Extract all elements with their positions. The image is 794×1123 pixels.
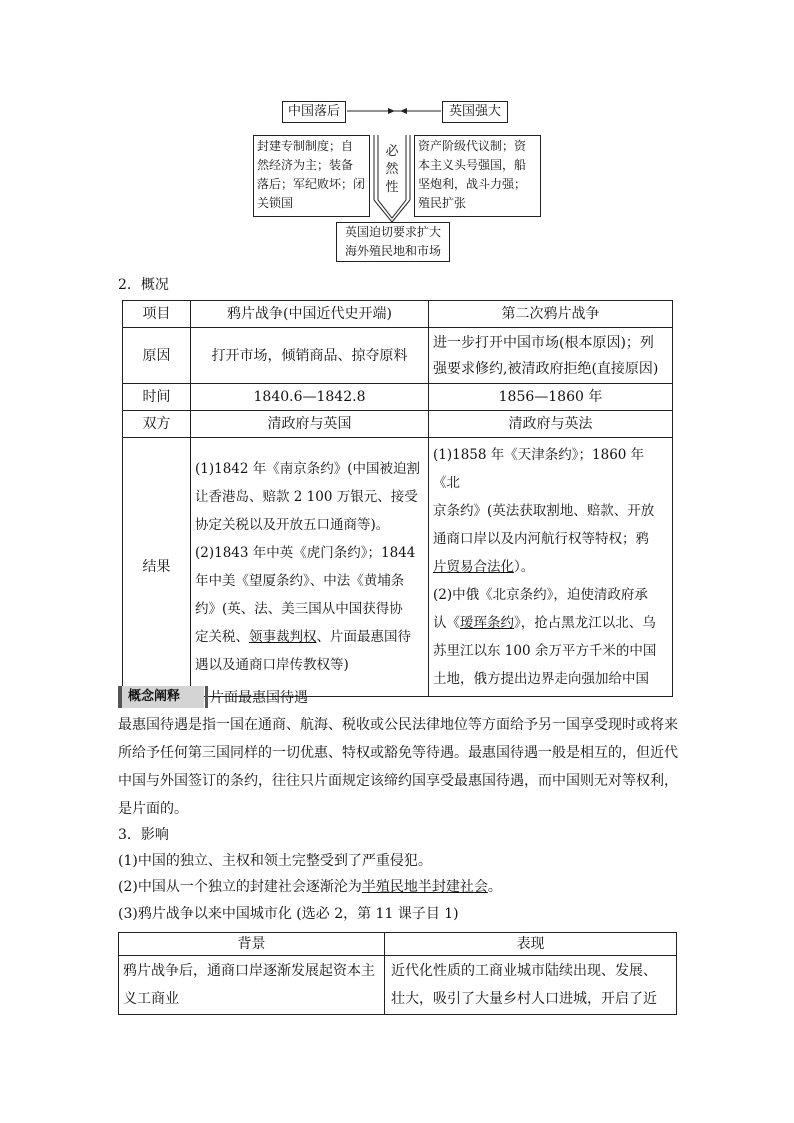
cell-text: 近代化性质的工商业城市陆续出现、发展、 (391, 963, 657, 979)
cell-text: 打开市场，倾销商品、掠夺原料 (211, 347, 408, 364)
header-cell: 鸦片战争(中国近代史开端) (191, 301, 429, 328)
britain-strong-box (442, 101, 508, 123)
table-row (123, 328, 673, 384)
section3-heading: 3．影响 (118, 827, 169, 843)
header-cell: 背景 (119, 933, 385, 956)
china-cause-line: 落后；军纪败坏；闭 (257, 177, 366, 191)
concept-line: 中国与外国签订的条约，往往只片面规定该缔约国享受最惠国待遇，而中国则无对等权利， (118, 773, 678, 789)
header-cell: 表现 (385, 933, 677, 956)
cell-text (195, 623, 424, 651)
britain-cause-line: 殖民扩张 (418, 196, 467, 210)
cell-text: 京条约》(英法获取割地、赔款、开放 (433, 503, 655, 519)
cell (191, 438, 429, 697)
china-cause-line: 关锁国 (257, 196, 294, 210)
text-span: ）。 (514, 559, 535, 575)
underlined-term: 半殖民地半封建社会 (361, 879, 488, 895)
result-line: 海外殖民地和市场 (344, 244, 441, 258)
table-row (123, 411, 673, 438)
cell (429, 328, 673, 384)
row-label: 时间 (123, 384, 191, 411)
cell-text: 强要求修约,被清政府拒绝(直接原因) (433, 360, 659, 377)
concept-line: 最惠国待遇是指一国在通商、航海、税收或公民法律地位等方面给予另一国享受现时或将来 (118, 717, 678, 733)
text-span: 》，抢占黑龙江以北、乌 (514, 615, 656, 631)
cell-text: (2)1843 年中英《虎门条约》；1844 (195, 545, 416, 561)
britain-causes-box (414, 135, 541, 217)
row-label: 双方 (123, 411, 191, 438)
cell: 清政府与英法 (429, 411, 673, 438)
impact-item-3: (3)鸦片战争以来中国城市化 (选必 2，第 11 课子目 1) (118, 906, 459, 922)
header-cell: 第二次鸦片战争 (429, 301, 673, 328)
row-label: 结果 (123, 438, 191, 697)
result-line: 英国迫切要求扩大 (344, 225, 441, 239)
britain-cause-line: 本主义头号强国，船 (418, 158, 527, 172)
cell-text: 义工商业 (123, 991, 179, 1007)
cell: 1840.6—1842.8 (191, 384, 429, 411)
britain-cause-line: 资产阶级代议制；资 (418, 139, 527, 153)
concept-title: 片面最惠国待遇 (210, 690, 308, 706)
table-row (119, 956, 677, 1015)
concept-tag: 概念阐释 (118, 686, 204, 708)
china-causes-box (253, 135, 370, 217)
underlined-term: 片贸易合法化 (433, 559, 514, 575)
cell-text: 鸦片战争后，通商口岸逐渐发展起资本主 (123, 963, 375, 979)
table-row (123, 384, 673, 411)
table-row (123, 301, 673, 328)
china-cause-line: 封建专制制度；自 (257, 139, 354, 153)
cell-text: 协定关税以及开放五口通商等)。 (195, 517, 390, 533)
cell-text: (1)1858 年《天津条约》；1860 年《北 (433, 447, 645, 491)
header-cell: 项目 (123, 301, 191, 328)
text-span: 认《 (433, 615, 460, 631)
urbanization-table (118, 932, 677, 1015)
concept-line: 是片面的。 (118, 801, 188, 817)
britain-strong-label: 英国强大 (448, 104, 501, 119)
necessity-char: 必 (385, 144, 399, 159)
text-span: (2)中国从一个独立的封建社会逐渐沦为 (118, 879, 362, 895)
cell-text: 让香港岛、赔款 2 100 万银元、接受 (195, 489, 418, 505)
concept-line: 所给予任何第三国同样的一切优惠、特权或豁免等待遇。最惠国待遇一般是相互的，但近代 (118, 745, 678, 761)
cell-text: (2)中俄《北京条约》，迫使清政府承 (433, 587, 648, 603)
table-row (119, 933, 677, 956)
necessity-label (382, 143, 402, 197)
section2-heading: 2．概况 (118, 277, 169, 293)
necessity-char: 性 (385, 180, 399, 195)
impact-item-2 (118, 874, 502, 900)
row-label: 原因 (123, 328, 191, 384)
cell-text: 土地，俄方提出边界走向强加给中国 (433, 671, 649, 687)
cell-text: 壮大，吸引了大量乡村人口进城，开启了近 (391, 991, 657, 1007)
cell-text (433, 553, 668, 581)
cell (191, 328, 429, 384)
table-row (123, 438, 673, 697)
cell-text: 进一步打开中国市场(根本原因)；列 (433, 334, 654, 351)
underlined-term: 瑷珲条约 (460, 615, 514, 631)
cell-text: 约》(英、法、美三国从中国获得协 (195, 601, 403, 617)
cell-text: 遇以及通商口岸传教权等) (195, 657, 349, 673)
text-span: 定关税、 (195, 629, 249, 645)
cell-text: (1)1842 年《南京条约》(中国被迫割 (195, 461, 421, 477)
underlined-term: 领事裁判权 (249, 629, 317, 645)
cell: 清政府与英国 (191, 411, 429, 438)
cell (119, 956, 385, 1015)
cell (429, 438, 673, 697)
britain-cause-line: 坚炮利，战斗力强； (418, 177, 527, 191)
result-box (336, 222, 450, 262)
cell-text: 年中美《望厦条约》、中法《黄埔条 (195, 573, 405, 589)
china-behind-label: 中国落后 (287, 104, 340, 119)
necessity-char: 然 (385, 162, 399, 177)
text-span: 。 (487, 879, 502, 895)
overview-table (122, 300, 673, 697)
impact-item-1: (1)中国的独立、主权和领土完整受到了严重侵犯。 (118, 853, 432, 869)
china-behind-box (282, 101, 346, 123)
text-span: 、片面最惠国待 (316, 629, 411, 645)
cell-text: 通商口岸以及内河航行权等特权；鸦 (433, 531, 649, 547)
cell-text: 苏里江以东 100 余万平方千米的中国 (433, 643, 657, 659)
china-cause-line: 然经济为主；装备 (257, 158, 354, 172)
cell-text (433, 609, 668, 637)
cell (385, 956, 677, 1015)
cell: 1856—1860 年 (429, 384, 673, 411)
